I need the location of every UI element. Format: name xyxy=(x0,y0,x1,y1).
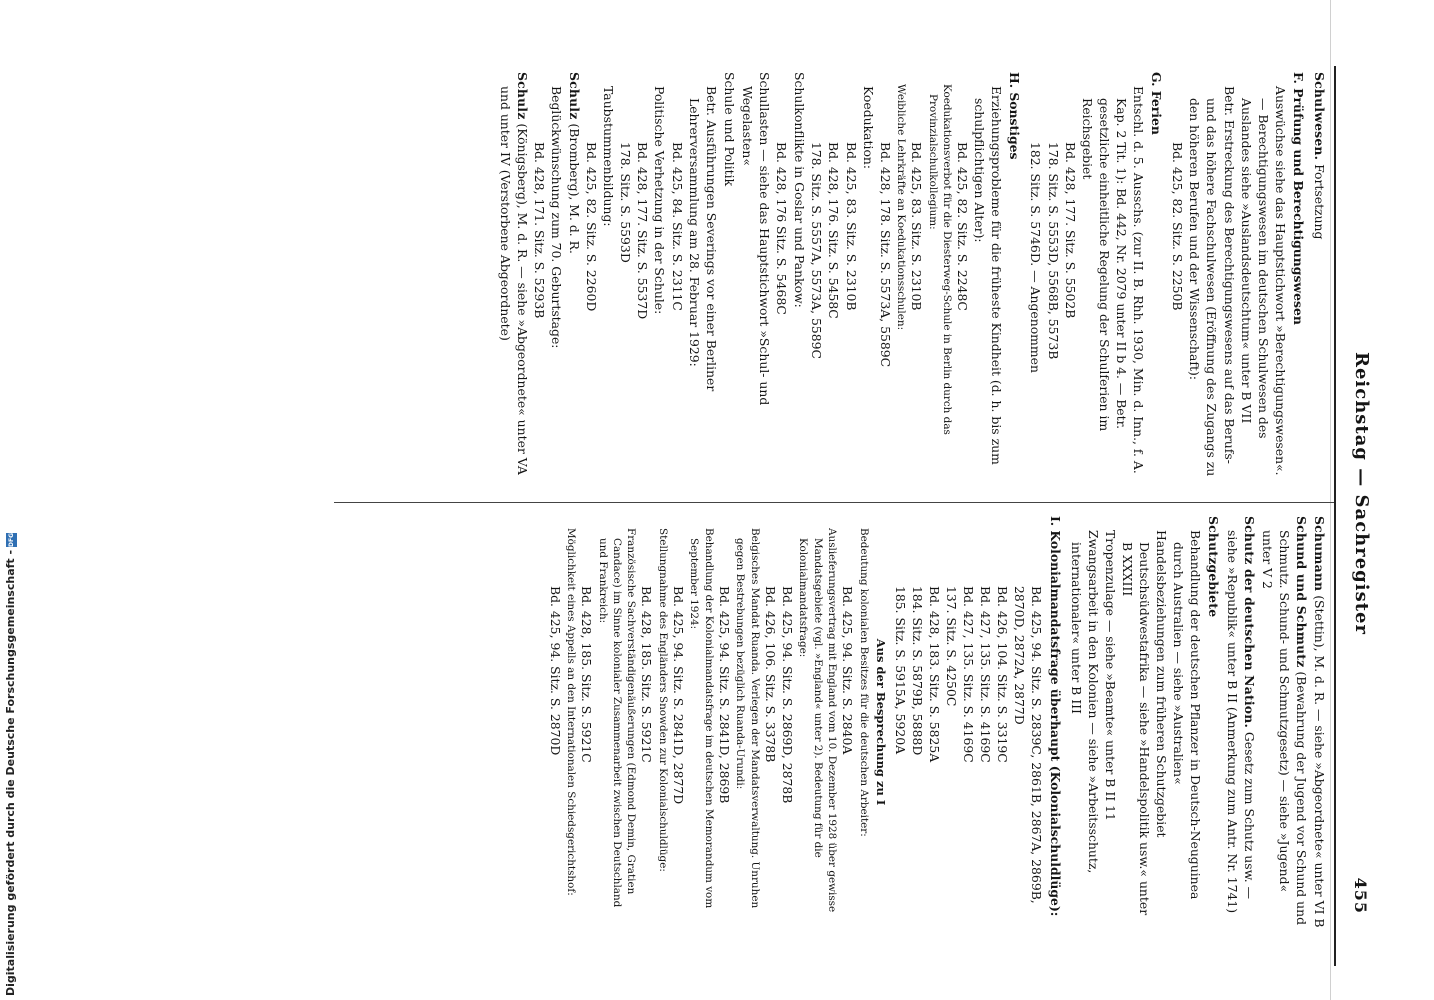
sub-entry: Taubstummenbildung: xyxy=(601,86,617,227)
sub-entry: Tropenzulage — siehe »Beamte« unter B II 11 xyxy=(1102,530,1118,821)
section-heading: G. Ferien xyxy=(1149,72,1165,135)
page-reference: Bd. 425, 94. Sitz. S. 2869D, 2878B xyxy=(779,586,795,804)
page-reference: Bd. 425, 94. Sitz. S. 2841D, 2877D xyxy=(670,586,686,805)
page-reference: 178. Sitz. S. 5553D, 5568B, 5573B xyxy=(1045,142,1061,360)
entry-keyword: Schulz xyxy=(567,72,583,120)
page-reference: Bd. 428, 178. Sitz. S. 5573A, 5589C xyxy=(877,142,893,368)
page-reference: Bd. 425, 94. Sitz. S. 2841D, 2869B xyxy=(716,586,732,804)
page-reference: Bd. 425, 94. Sitz. S. 2840A xyxy=(840,586,856,755)
sub-entry: Handelsbeziehungen zum früheren Schutzgebiet Deutschsüdwestafrika — siehe »Handelspolitik usw.« unter B XXXIII xyxy=(1119,530,1170,916)
note-entry: Auslieferungsvertrag mit England vom 10. Dezember 1928 über gewisse Mandatsgebiete (vgl. »England« unter 2). Bedeutung für die Kolonialmandatsfrage: xyxy=(797,528,839,913)
sub-entry: Betr. Ausführungen Severings vor einer Berliner Lehrerversammlung am 28. Februar 1929: xyxy=(686,86,719,392)
page-reference: Bd. 428, 177. Sitz. S. 5537D xyxy=(635,142,651,320)
index-entry xyxy=(721,72,738,484)
page-reference: Bd. 426, 106. Sitz. S. 3378B xyxy=(762,586,778,763)
note-entry: Weibliche Lehrkräfte an Koedukationsschulen: xyxy=(895,84,908,331)
page-reference: Bd. 425, 82. Sitz. S. 2260D xyxy=(584,142,600,312)
entry-keyword: Schumann xyxy=(1312,516,1327,592)
index-entry xyxy=(739,72,773,484)
section-heading: H. Sonstiges xyxy=(1007,72,1023,160)
index-entry xyxy=(791,72,808,484)
page-reference: Bd. 428, 177. Sitz. S. 5502B xyxy=(1062,142,1078,319)
dfg-logo: DFG xyxy=(7,532,15,547)
page-number: 455 xyxy=(1351,877,1370,914)
page-reference: 184. Sitz. S. 5879B, 5888D xyxy=(909,586,925,756)
page-reference: Bd. 428, 171. Sitz. S. 5293B xyxy=(531,142,547,319)
entry-keyword: Schund und Schmutz xyxy=(1293,516,1309,668)
section-heading: F. Prüfung und Berechtigungswesen xyxy=(1290,72,1306,325)
entry-text: (Bewahrung der Jugend vor Schund und Schmutz. Schund- und Schmutzgesetz) — siehe »Jugend« unter V 2 xyxy=(1259,530,1309,926)
entry-text: Fortsetzung xyxy=(1312,160,1327,240)
note-entry: Möglichkeit eines Appells an den Internationalen Schiedsgerichtshof: xyxy=(565,528,578,896)
page-header xyxy=(1328,66,1378,966)
left-column xyxy=(496,72,1328,484)
entry-text: Schule und Politik xyxy=(721,72,737,187)
index-entry xyxy=(1311,72,1328,484)
page-reference: Bd. 428, 183. Sitz. S. 5825A xyxy=(926,586,942,763)
entry-keyword: Schulz xyxy=(514,72,530,120)
entry-text: (Königsberg), M. d. R. — siehe »Abgeordnete« unter VA und unter IV (Verstorbene Abgeordnete) xyxy=(497,86,530,475)
discussion-heading: Aus der Besprechung zu I xyxy=(873,638,888,806)
credit-text: Digitalisierung gefördert durch die Deutsche Forschungsgemeinschaft - xyxy=(4,549,17,996)
page-reference: Bd. 425, 82. Sitz. S. 2248C xyxy=(955,142,971,311)
note-entry: Stellungnahme des Engländers Snowden zur Kolonialschuldlüge: xyxy=(656,528,669,872)
note-entry: Behandlung der Kolonialmandatsfrage im deutschen Memorandum vom September 1924: xyxy=(688,528,715,909)
index-entry xyxy=(566,72,583,484)
sub-entry: Entschl. d. 5. Ausschs. (zur II. B. Rhh. 1930, Min. d. Inn., f. A. Kap. 2 Tit. 1): Bd. 442, Nr. 2079 unter II b 4. — Betr. gesetzliche einheitliche Regelung der Schulferien im Reichsgebiet xyxy=(1079,86,1147,474)
entry-text: (Bromberg), M. d. R. xyxy=(567,119,583,254)
right-column xyxy=(547,516,1328,928)
sub-entry: Erziehungsprobleme für die früheste Kindheit (d. h. bis zum schulpflichtigen Alter): xyxy=(972,86,1005,465)
sub-entry: Behandlung der deutschen Pflanzer in Deutsch-Neuguinea durch Australien — siehe »Australien« xyxy=(1171,530,1204,900)
header-rule xyxy=(1334,66,1336,966)
page-reference: Bd. 426, 104. Sitz. S. 3319C xyxy=(995,586,1011,763)
entry-text: Gesetz zum Schutz usw. — siehe »Republik« unter B II (Anmerkung zum Antr. Nr. 1741) xyxy=(1224,530,1257,914)
page-reference: Bd. 425, 94. Sitz. S. 2839C, 2861B, 2867A, 2869B, 2870D, 2872A, 2877D xyxy=(1012,586,1045,904)
entry-keyword: Schutzgebiete xyxy=(1206,516,1222,618)
index-entry xyxy=(1259,516,1310,928)
entry-keyword: Schutz der deutschen Nation. xyxy=(1241,516,1257,728)
page-reference: Bd. 428, 185. Sitz. S. 5921C xyxy=(639,586,655,763)
digitization-credit xyxy=(4,496,17,996)
page-reference: 182. Sitz. S. 5746D. — Angenommen xyxy=(1028,142,1044,373)
page-reference: 137. Sitz. S. 4250C xyxy=(944,586,960,707)
page-reference: 178. Sitz. S. 5593D xyxy=(618,142,634,263)
page-reference: Bd. 425, 82. Sitz. S. 2250B xyxy=(1170,142,1186,311)
page-reference: Bd. 428, 185. Sitz. S. 5921C xyxy=(579,586,595,763)
running-title: Reichstag — Sachregister xyxy=(1351,352,1372,635)
page-reference: Bd. 425, 84. Sitz. S. 2311C xyxy=(669,142,685,311)
page-reference: Bd. 425, 94. Sitz. S. 2870D xyxy=(547,586,563,756)
page-reference: Bd. 428, 176. Sitz. S. 5458C xyxy=(826,142,842,319)
sub-entry: Zwangsarbeit in den Kolonien — siehe »Arbeitsschutz, internationaler« unter B III xyxy=(1068,530,1101,874)
page-reference: 178. Sitz. S. 5557A, 5573A, 5589C xyxy=(809,142,825,360)
note-entry: Französische Sachverständigenäußerungen (Edmond Demin, Gratien Candace) im Sinne kolonialer Zusammenarbeit zwischen Deutschland und Frankreich: xyxy=(596,528,638,908)
page-reference: Bd. 425, 83. Sitz. S. 2310B xyxy=(843,142,859,311)
note-entry: Bedeutung kolonialen Besitzes für die deutschen Arbeiter: xyxy=(857,528,870,837)
column-divider xyxy=(334,502,1334,503)
index-entry xyxy=(1223,516,1257,928)
page-reference: Bd. 425, 83. Sitz. S. 2310B xyxy=(909,142,925,311)
index-entry xyxy=(1311,516,1328,928)
page-reference: Bd. 427, 135. Sitz. S. 4169C xyxy=(961,586,977,763)
page-reference: Bd. 428, 176 Sitz. S. 5468C xyxy=(774,142,790,315)
entry-text: Schulkonflikte in Goslar und Pankow: xyxy=(792,72,808,308)
entry-text: (Stettin), M. d. R. — siehe »Abgeordnete« unter VI B xyxy=(1312,591,1327,928)
sub-entry: Koedukation: xyxy=(860,86,876,170)
section-heading: I. Kolonialmandatsfrage überhaupt (Kolonialschuldlüge): xyxy=(1047,516,1063,917)
note-entry: Koedukationsverbot für die Diesterweg-Schule in Berlin durch das Provinzialschulkollegium: xyxy=(926,84,954,435)
note-entry: Belgisches Mandat Ruanda. Verlegen der Mandatsverwaltung. Unruhen gegen Bestrebungen bezüglich Ruanda-Urundi: xyxy=(734,528,761,909)
index-entry xyxy=(1205,516,1222,928)
page-reference: 185. Sitz. S. 5915A, 5920A xyxy=(892,586,908,755)
page-reference: Bd. 427, 135. Sitz. S. 4169C xyxy=(978,586,994,763)
sub-entry: Beglückwünschung zum 70. Geburtstage: xyxy=(548,86,564,349)
entry-keyword: Schulwesen. xyxy=(1312,72,1327,161)
sub-entry: Auswüchse siehe das Hauptstichwort »Berechtigungswesen«. — Berechtigungswesen im deutschen Schulwesen des Auslandes siehe »Auslandsdeutschtum« unter B VII xyxy=(1238,86,1288,476)
sub-entry: Betr. Erstreckung des Berechtigungswesens auf das Berufs- und das höhere Fachschulwesen (Eröffnung des Zugangs zu den höheren Berufen und der Wissenschaft): xyxy=(1187,86,1237,477)
sub-entry: Politische Verhetzung in der Schule: xyxy=(652,86,668,315)
rotated-sheet xyxy=(138,66,1378,966)
index-entry xyxy=(497,72,531,484)
entry-text: Schullasten — siehe das Hauptstichwort »Schul- und Wegelasten« xyxy=(739,72,773,406)
